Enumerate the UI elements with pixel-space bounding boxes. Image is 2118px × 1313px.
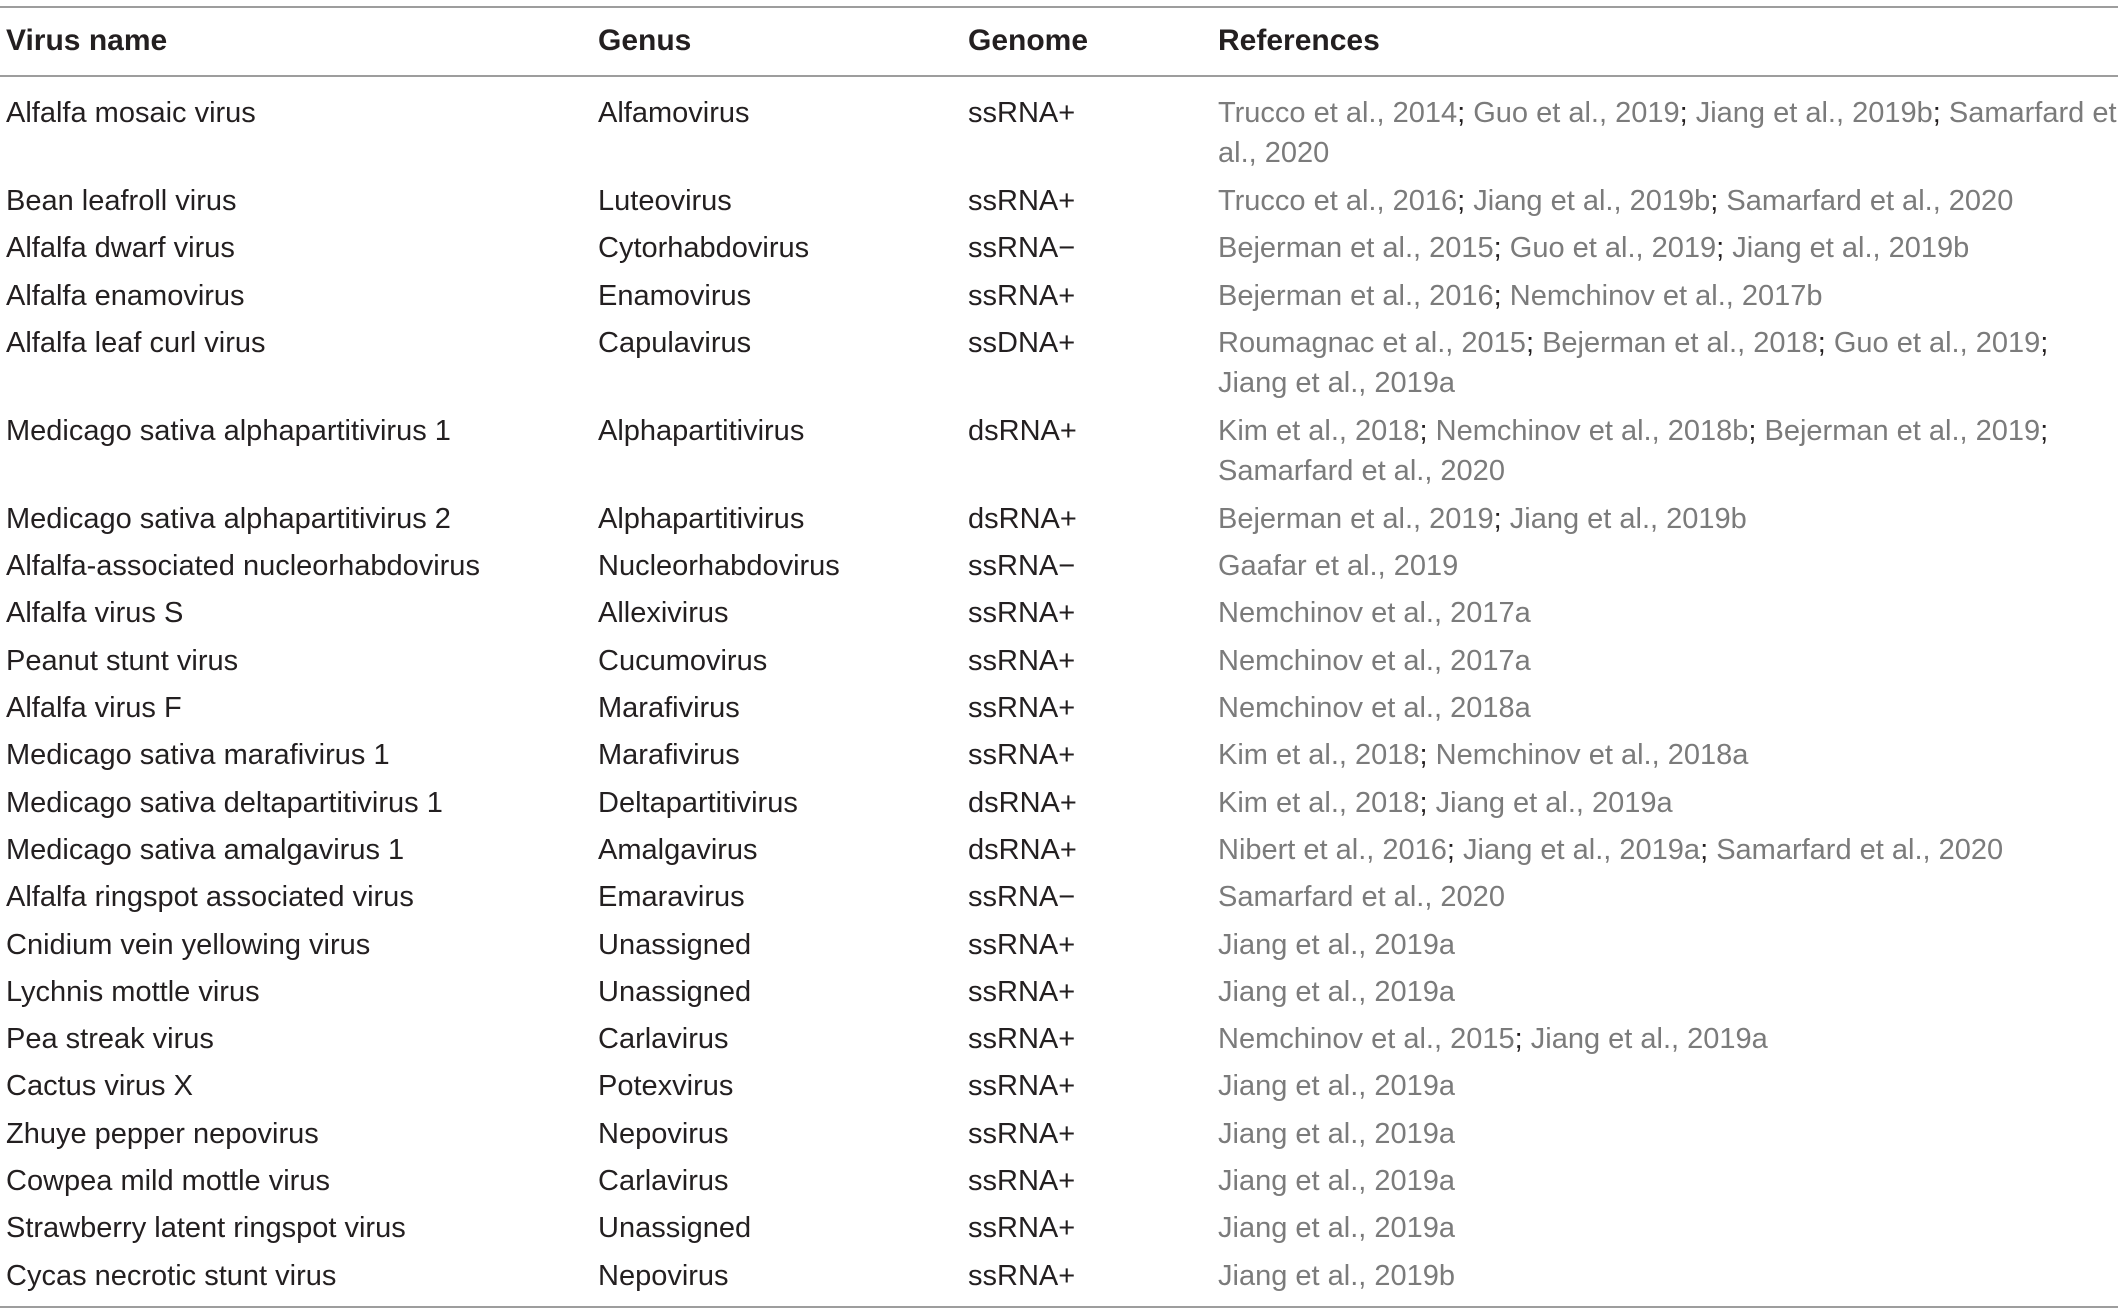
cell-genome: ssRNA+ (968, 692, 1076, 725)
cell-genome: ssRNA+ (968, 597, 1076, 630)
reference-citation[interactable]: Kim et al., 2018 (1218, 786, 1420, 819)
cell-virus-name: Alfalfa-associated nucleorhabdovirus (6, 550, 480, 583)
cell-genome: ssRNA− (968, 232, 1076, 265)
table-row (0, 546, 2118, 593)
cell-genus: Carlavirus (598, 1023, 729, 1056)
cell-genome: ssRNA+ (968, 1259, 1076, 1292)
reference-citation[interactable]: Jiang et al., 2019a (1218, 366, 1456, 399)
cell-genus: Marafivirus (598, 692, 740, 725)
cell-genus: Alphapartitivirus (598, 502, 805, 535)
reference-citation[interactable]: Kim et al., 2018 (1218, 739, 1420, 772)
table-header-row (0, 8, 2118, 75)
reference-citation[interactable]: Jiang et al., 2019a (1463, 833, 1701, 866)
cell-references: Kim et al., 2018; Nemchinov et al., 2018a (1218, 739, 1749, 772)
reference-citation[interactable]: Samarfard et al., 2020 (1218, 881, 1505, 914)
cell-references (1218, 925, 2118, 965)
table-header-rule (0, 75, 2118, 77)
cell-genome: dsRNA+ (968, 833, 1077, 866)
reference-citation[interactable]: Jiang et al., 2019a (1218, 1070, 1456, 1103)
reference-citation[interactable]: Jiang et al., 2019b (1218, 1259, 1456, 1292)
cell-virus-name: Alfalfa virus F (6, 692, 182, 725)
table-body (0, 93, 2118, 1303)
table-row (0, 641, 2118, 688)
cell-virus-name: Medicago sativa alphapartitivirus 1 (6, 414, 451, 447)
cell-genus: Alphapartitivirus (598, 414, 805, 447)
reference-citation[interactable]: Jiang et al., 2019b (1509, 502, 1747, 535)
reference-citation[interactable]: Bejerman et al., 2018 (1542, 326, 1818, 359)
cell-references (1218, 1208, 2118, 1248)
cell-virus-name: Peanut stunt virus (6, 644, 239, 677)
table-row (0, 323, 2118, 411)
cell-genus: Capulavirus (598, 326, 752, 359)
cell-genome: ssRNA+ (968, 97, 1076, 129)
cell-virus-name: Cowpea mild mottle virus (6, 1165, 330, 1198)
cell-references (1218, 1161, 2118, 1201)
table-row (0, 1066, 2118, 1113)
reference-citation[interactable]: Trucco et al., 2014 (1218, 97, 1458, 129)
cell-references: Bejerman et al., 2019; Jiang et al., 2019b (1218, 502, 1747, 535)
cell-genome: ssRNA+ (968, 1165, 1076, 1198)
reference-citation[interactable]: Nemchinov et al., 2018a (1218, 692, 1531, 725)
cell-references (1218, 972, 2118, 1012)
reference-citation[interactable]: Roumagnac et al., 2015 (1218, 326, 1526, 359)
reference-citation[interactable]: Nemchinov et al., 2017a (1218, 597, 1531, 630)
cell-virus-name: Alfalfa ringspot associated virus (6, 881, 414, 914)
table-row (0, 1208, 2118, 1255)
table-row (0, 1256, 2118, 1303)
reference-citation[interactable]: Samarfard et al., 2020 (1726, 185, 2014, 217)
reference-citation[interactable]: Bejerman et al., 2019 (1218, 502, 1494, 535)
cell-genus: Unassigned (598, 928, 752, 961)
cell-references: Roumagnac et al., 2015; Bejerman et al., 2018; Guo et al., 2019; Jiang et al., 2019a (1218, 326, 2049, 399)
cell-virus-name: Bean leafroll virus (6, 185, 237, 217)
cell-genome: dsRNA+ (968, 786, 1077, 819)
cell-genome: ssRNA− (968, 881, 1076, 914)
table-row (0, 593, 2118, 640)
reference-citation[interactable]: Jiang et al., 2019b (1473, 185, 1711, 217)
table-row (0, 735, 2118, 782)
reference-citation[interactable]: Jiang et al., 2019b (1732, 232, 1970, 265)
cell-genus: Unassigned (598, 975, 752, 1008)
reference-citation[interactable]: Jiang et al., 2019a (1435, 786, 1673, 819)
cell-genus: Potexvirus (598, 1070, 734, 1103)
cell-genome: ssRNA+ (968, 1212, 1076, 1245)
cell-virus-name: Cycas necrotic stunt virus (6, 1259, 337, 1292)
cell-genome: dsRNA+ (968, 502, 1077, 535)
cell-genus: Cucumovirus (598, 644, 768, 677)
cell-references: Trucco et al., 2014; Guo et al., 2019; Jiang et al., 2019b; Samarfard et al., 2020 (1218, 97, 2117, 169)
cell-genome: ssRNA+ (968, 1117, 1076, 1150)
reference-citation[interactable]: Kim et al., 2018 (1218, 414, 1420, 447)
table-row (0, 411, 2118, 499)
cell-genome: ssRNA− (968, 550, 1076, 583)
reference-citation[interactable]: Guo et al., 2019 (1473, 97, 1680, 129)
reference-citation[interactable]: Jiang et al., 2019a (1218, 1212, 1456, 1245)
cell-references (1218, 1066, 2118, 1106)
table-row (0, 228, 2118, 275)
cell-virus-name: Strawberry latent ringspot virus (6, 1212, 406, 1245)
cell-virus-name: Cnidium vein yellowing virus (6, 928, 371, 961)
table-row (0, 877, 2118, 924)
reference-citation[interactable]: Nemchinov et al., 2017a (1218, 644, 1531, 677)
cell-genus: Amalgavirus (598, 833, 758, 866)
cell-genome: dsRNA+ (968, 414, 1077, 447)
cell-virus-name: Alfalfa mosaic virus (6, 97, 256, 129)
cell-virus-name: Alfalfa leaf curl virus (6, 326, 266, 359)
table-row (0, 181, 2118, 228)
cell-references: Nibert et al., 2016; Jiang et al., 2019a; Samarfard et al., 2020 (1218, 833, 2004, 866)
cell-genus: Allexivirus (598, 597, 729, 630)
cell-references (1218, 593, 2118, 633)
reference-citation[interactable]: Guo et al., 2019 (1833, 326, 2041, 359)
table-row (0, 688, 2118, 735)
cell-virus-name: Lychnis mottle virus (6, 975, 260, 1008)
cell-genome: ssRNA+ (968, 279, 1076, 312)
table-row (0, 1019, 2118, 1066)
cell-genus: Nepovirus (598, 1117, 729, 1150)
table-row (0, 972, 2118, 1019)
cell-virus-name: Medicago sativa deltapartitivirus 1 (6, 786, 443, 819)
reference-citation[interactable]: Jiang et al., 2019a (1218, 975, 1456, 1008)
cell-virus-name: Alfalfa dwarf virus (6, 232, 235, 265)
reference-citation[interactable]: Jiang et al., 2019a (1218, 1165, 1456, 1198)
cell-genus: Cytorhabdovirus (598, 232, 810, 265)
table-row (0, 1114, 2118, 1161)
header-virus-name: Virus name (6, 24, 168, 57)
table-row (0, 783, 2118, 830)
table-row (0, 499, 2118, 546)
cell-references (1218, 877, 2118, 917)
reference-citation[interactable]: Jiang et al., 2019a (1218, 1117, 1456, 1150)
cell-references: Kim et al., 2018; Nemchinov et al., 2018b; Bejerman et al., 2019; Samarfard et al., 2020 (1218, 414, 2049, 487)
header-genome: Genome (968, 24, 1089, 57)
cell-genus: Luteovirus (598, 185, 732, 217)
cell-references: Bejerman et al., 2015; Guo et al., 2019; Jiang et al., 2019b (1218, 232, 1970, 265)
reference-citation[interactable]: Nibert et al., 2016 (1218, 833, 1447, 866)
reference-citation[interactable]: Samarfard et al., 2020 (1716, 833, 2004, 866)
cell-genome: ssDNA+ (968, 326, 1076, 359)
cell-references: Kim et al., 2018; Jiang et al., 2019a (1218, 786, 1673, 819)
cell-genus: Marafivirus (598, 739, 740, 772)
cell-genus: Enamovirus (598, 279, 752, 312)
reference-citation[interactable]: Jiang et al., 2019b (1695, 97, 1933, 129)
table-row (0, 93, 2118, 181)
header-genus: Genus (598, 24, 692, 57)
cell-virus-name: Alfalfa enamovirus (6, 279, 245, 312)
reference-citation[interactable]: Nemchinov et al., 2015 (1218, 1023, 1515, 1056)
cell-virus-name: Alfalfa virus S (6, 597, 184, 630)
reference-citation[interactable]: Trucco et al., 2016 (1218, 185, 1458, 217)
cell-genome: ssRNA+ (968, 644, 1076, 677)
cell-genus: Unassigned (598, 1212, 752, 1245)
reference-citation[interactable]: Samarfard et al., 2020 (1218, 454, 1505, 487)
reference-citation[interactable]: Jiang et al., 2019a (1530, 1023, 1768, 1056)
cell-genus: Carlavirus (598, 1165, 729, 1198)
reference-citation[interactable]: Gaafar et al., 2019 (1218, 550, 1459, 583)
cell-references (1218, 546, 2118, 586)
cell-genus: Nepovirus (598, 1259, 729, 1292)
header-references: References (1218, 24, 1380, 57)
cell-genus: Deltapartitivirus (598, 786, 798, 819)
reference-citation[interactable]: Nemchinov et al., 2018a (1435, 739, 1749, 772)
table-bottom-rule (0, 1306, 2118, 1308)
cell-genome: ssRNA+ (968, 975, 1076, 1008)
cell-virus-name: Cactus virus X (6, 1070, 193, 1103)
reference-citation[interactable]: Nemchinov et al., 2017b (1509, 279, 1823, 312)
cell-references: Bejerman et al., 2016; Nemchinov et al., 2017b (1218, 279, 1823, 312)
reference-citation[interactable]: Bejerman et al., 2016 (1218, 279, 1494, 312)
cell-genome: ssRNA+ (968, 1070, 1076, 1103)
cell-virus-name: Pea streak virus (6, 1023, 214, 1056)
reference-citation[interactable]: Guo et al., 2019 (1509, 232, 1717, 265)
reference-citation[interactable]: Jiang et al., 2019a (1218, 928, 1456, 961)
table-row (0, 1161, 2118, 1208)
reference-citation[interactable]: Bejerman et al., 2019 (1764, 414, 2041, 447)
reference-citation[interactable]: Bejerman et al., 2015 (1218, 232, 1494, 265)
cell-references (1218, 688, 2118, 728)
cell-genus: Alfamovirus (598, 97, 750, 129)
cell-genome: ssRNA+ (968, 1023, 1076, 1056)
cell-references: Trucco et al., 2016; Jiang et al., 2019b; Samarfard et al., 2020 (1218, 185, 2014, 217)
cell-virus-name: Medicago sativa amalgavirus 1 (6, 833, 405, 866)
cell-references (1218, 1114, 2118, 1154)
cell-virus-name: Medicago sativa marafivirus 1 (6, 739, 390, 772)
table-row (0, 276, 2118, 323)
cell-virus-name: Medicago sativa alphapartitivirus 2 (6, 502, 451, 535)
cell-references (1218, 641, 2118, 681)
cell-genus: Emaravirus (598, 881, 745, 914)
cell-genome: ssRNA+ (968, 739, 1076, 772)
reference-citation[interactable]: Nemchinov et al., 2018b (1435, 414, 1749, 447)
cell-genome: ssRNA+ (968, 185, 1076, 217)
reference-citation[interactable]: Samarfard et al., 2020 (1218, 97, 2117, 169)
table-row (0, 925, 2118, 972)
table-row (0, 830, 2118, 877)
cell-virus-name: Zhuye pepper nepovirus (6, 1117, 319, 1150)
cell-references: Nemchinov et al., 2015; Jiang et al., 2019a (1218, 1023, 1768, 1056)
cell-references (1218, 1256, 2118, 1296)
cell-genus: Nucleorhabdovirus (598, 550, 840, 583)
cell-genome: ssRNA+ (968, 928, 1076, 961)
